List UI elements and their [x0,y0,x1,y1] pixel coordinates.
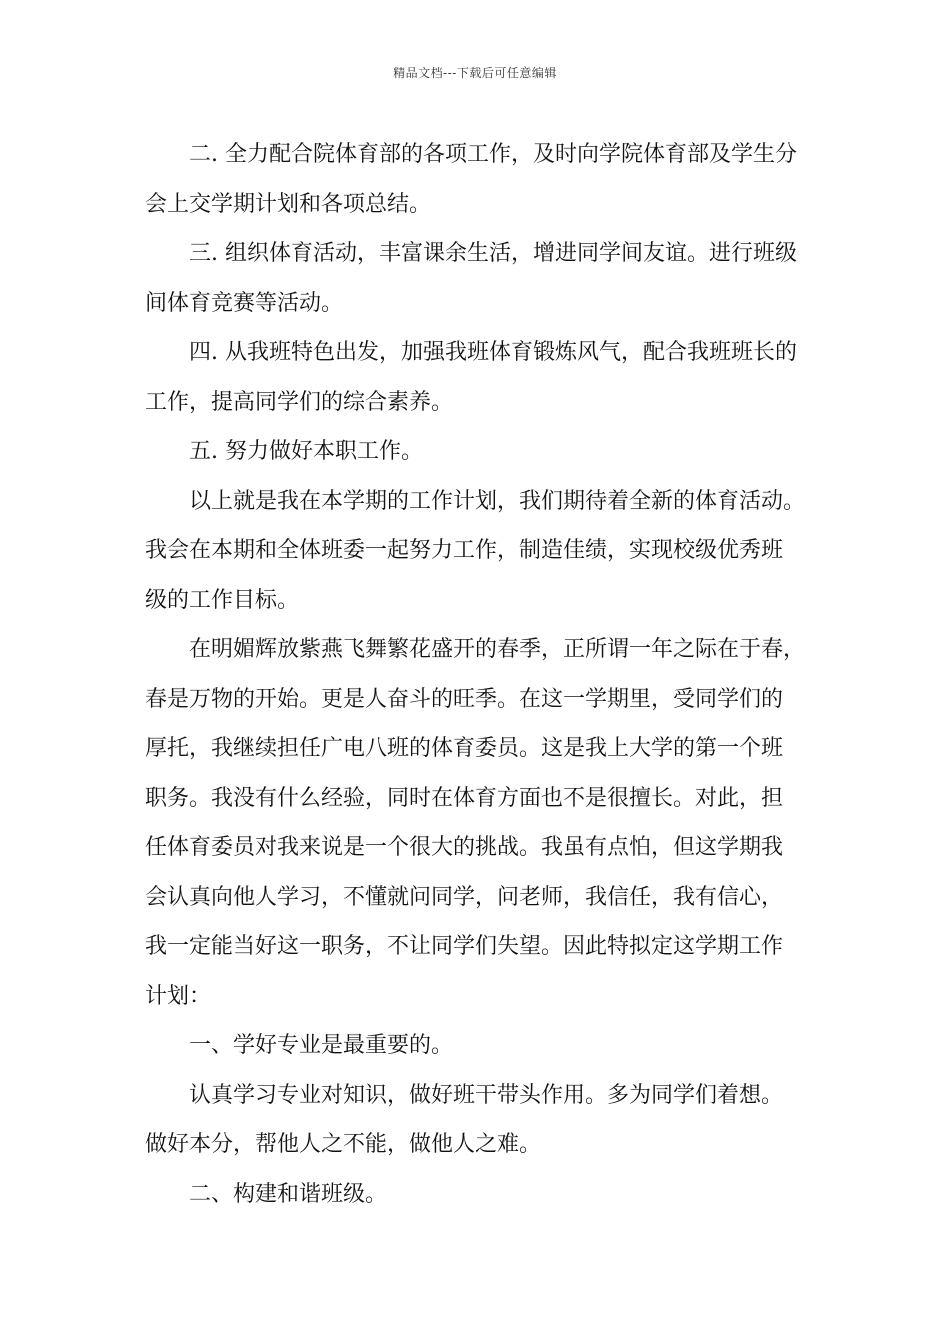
document-body [145,130,820,1219]
paragraph-spring-intro [145,625,820,1021]
text-line: 做好本分，帮他人之不能，做他人之难。 [145,1132,542,1157]
paragraph-5-duty [145,427,820,477]
paragraph-study-detail [145,1071,820,1170]
text-line: 我会在本期和全体班委一起努力工作，制造佳绩，实现校级优秀班 [145,538,784,563]
text-line: 四. 从我班特色出发，加强我班体育锻炼风气，配合我班班长的 [189,340,797,365]
text-line: 二、构建和谐班级。 [189,1181,388,1207]
text-line: 计划： [145,983,212,1009]
text-line: 我一定能当好这一职务，不让同学们失望。因此特拟定这学期工作 [145,934,784,959]
paragraph-3-activities [145,229,820,328]
text-line: 以上就是我在本学期的工作计划，我们期待着全新的体育活动。 [189,488,806,514]
paragraph-study-heading [145,1021,820,1071]
text-line: 厚托，我继续担任广电八班的体育委员。这是我上大学的第一个班 [145,736,784,761]
text-line: 春是万物的开始。更是人奋斗的旺季。在这一学期里，受同学们的 [145,686,784,712]
text-line: 一、学好专业是最重要的。 [189,1033,454,1058]
text-line: 级的工作目标。 [145,587,300,613]
text-line: 二. 全力配合院体育部的各项工作，及时向学院体育部及学生分 [189,142,797,167]
text-line: 会认真向他人学习，不懂就问同学，问老师，我信任，我有信心， [145,884,784,910]
paragraph-harmony-heading [145,1170,820,1220]
text-line: 任体育委员对我来说是一个很大的挑战。我虽有点怕，但这学期我 [145,835,784,860]
text-line: 认真学习专业对知识，做好班干带头作用。多为同学们着想。 [189,1082,784,1108]
text-line: 五. 努力做好本职工作。 [189,439,423,464]
text-line: 会上交学期计划和各项总结。 [145,191,432,217]
paragraph-2-cooperate [145,130,820,229]
text-line: 在明媚辉放紫燕飞舞繁花盛开的春季，正所谓一年之际在于春， [189,637,806,662]
paragraph-4-class-spirit [145,328,820,427]
text-line: 间体育竞赛等活动。 [145,290,344,316]
text-line: 职务。我没有什么经验，同时在体育方面也不是很擅长。对此，担 [145,785,784,811]
paragraph-summary [145,477,820,626]
page-header: 精品文档---下载后可任意编辑 [393,66,557,80]
text-line: 工作，提高同学们的综合素养。 [145,389,454,415]
text-line: 三. 组织体育活动，丰富课余生活，增进同学间友谊。进行班级 [189,241,797,266]
